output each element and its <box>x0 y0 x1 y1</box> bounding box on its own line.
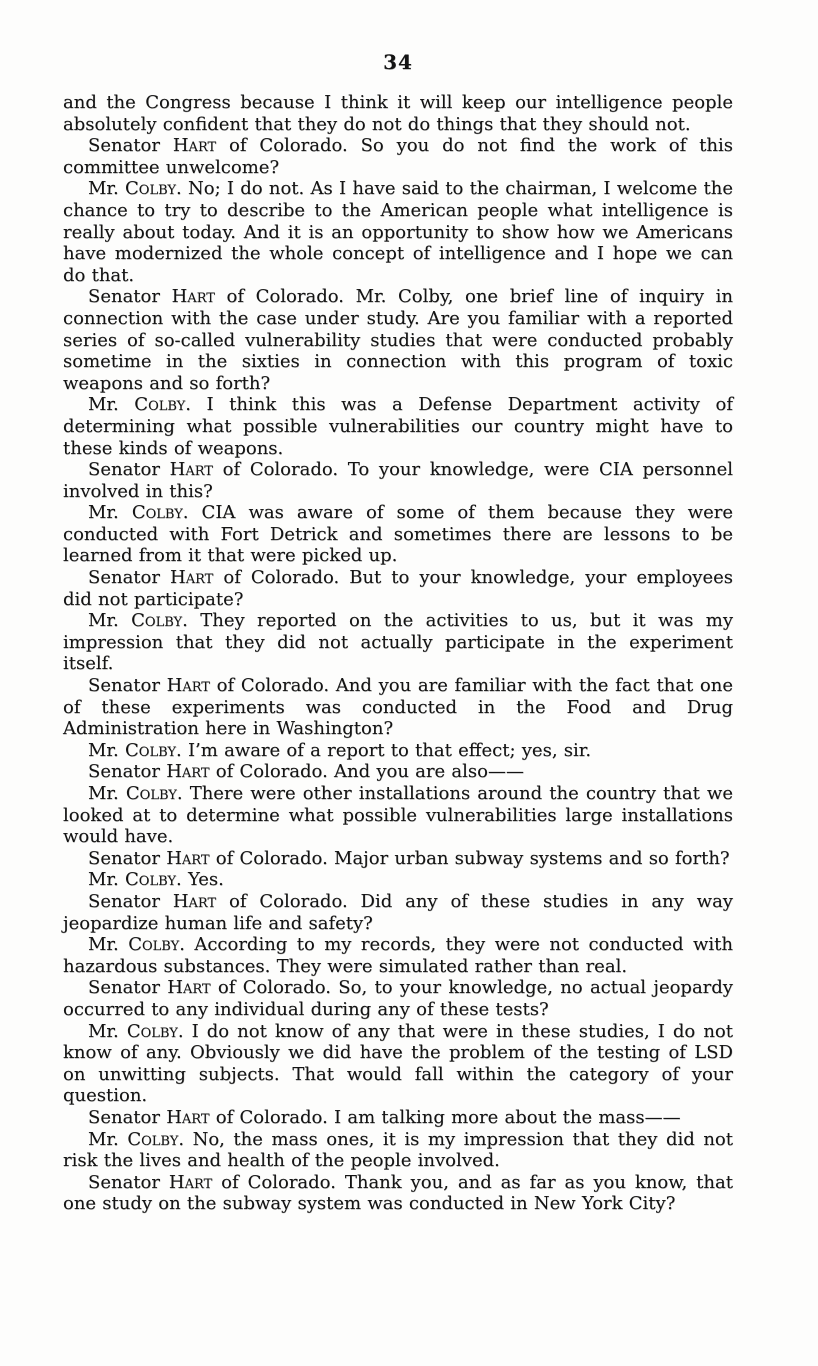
speaker-name: Hart <box>171 286 215 308</box>
transcript-paragraph: Senator Hart of Colorado. So, to your knowledge, no actual jeopardy occurred to any individual during any of these tests? <box>63 977 733 1020</box>
transcript-paragraph: Mr. Colby. I’m aware of a report to that effect; yes, sir. <box>88 739 592 761</box>
speaker-name: Colby <box>131 610 183 632</box>
transcript-body <box>63 92 733 1215</box>
speaker-name: Hart <box>166 1106 210 1128</box>
transcript-paragraph: Mr. Colby. No; I do not. As I have said to the chairman, I welcome the chance to try to describe to the American people what intelligence is really about today. And it is an opportunity to show how we Americans have modernized the whole concept of intelligence and I hope we can do that. <box>63 178 733 286</box>
transcript-paragraph: Senator Hart of Colorado. To your knowledge, were CIA personnel involved in this? <box>63 459 733 502</box>
transcript-paragraph: Mr. Colby. According to my records, they were not conducted with hazardous substances. They were simulated rather than real. <box>63 934 733 977</box>
transcript-paragraph: Mr. Colby. CIA was aware of some of them because they were conducted with Fort Detrick and sometimes there are lessons to be learned from it that were picked up. <box>63 502 733 567</box>
transcript-paragraph: Mr. Colby. Yes. <box>88 869 224 891</box>
transcript-paragraph: Senator Hart of Colorado. I am talking more about the mass—— <box>88 1106 681 1128</box>
speaker-name: Colby <box>128 934 180 956</box>
transcript-paragraph: Senator Hart of Colorado. But to your knowledge, your employees did not participate? <box>63 567 733 610</box>
speaker-name: Hart <box>168 1171 213 1193</box>
transcript-paragraph: Senator Hart of Colorado. Thank you, and as far as you know, that one study on the subway system was conducted in New York City? <box>63 1171 733 1215</box>
speaker-name: Hart <box>166 675 210 697</box>
speaker-name: Hart <box>169 459 213 481</box>
speaker-name: Hart <box>170 567 214 589</box>
speaker-name: Hart <box>172 135 217 157</box>
transcript-paragraph: Senator Hart of Colorado. Mr. Colby, one brief line of inquiry in connection with the case under study. Are you familiar with a reported series of so-called vulnerability studies that were conducted probably sometime in the sixties in connection with this program of toxic weapons and so forth? <box>63 286 733 394</box>
speaker-name: Colby <box>126 1020 178 1042</box>
transcript-paragraph: Senator Hart of Colorado. So you do not find the work of this committee unwelcome? <box>63 135 733 178</box>
transcript-paragraph: Senator Hart of Colorado. Major urban subway systems and so forth? <box>88 847 730 869</box>
transcript-paragraph: and the Congress because I think it will keep our intelligence people absolutely confident that they do not do things that they should not. <box>63 92 733 135</box>
transcript-paragraph: Mr. Colby. I think this was a Defense Department activity of determining what possible vulnerabilities our country might have to these kinds of weapons. <box>63 394 733 459</box>
transcript-paragraph: Mr. Colby. I do not know of any that were in these studies, I do not know of any. Obviously we did have the problem of the testing of LSD on unwitting subjects. That would fall within the category of your question. <box>63 1020 733 1107</box>
transcript-paragraph: Mr. Colby. No, the mass ones, it is my impression that they did not risk the lives and health of the people involved. <box>63 1128 733 1172</box>
speaker-name: Colby <box>125 869 176 891</box>
transcript-paragraph: Mr. Colby. There were other installations around the country that we looked at to determine what possible vulnerabilities large installations would have. <box>63 783 733 848</box>
speaker-name: Colby <box>131 502 183 524</box>
speaker-name: Colby <box>125 178 177 200</box>
speaker-name: Hart <box>166 847 210 869</box>
transcript-paragraph: Senator Hart of Colorado. And you are also—— <box>88 761 524 783</box>
speaker-name: Colby <box>125 739 176 761</box>
speaker-name: Colby <box>134 394 186 416</box>
transcript-paragraph: Senator Hart of Colorado. And you are familiar with the fact that one of these experiments was conducted in the Food and Drug Administration here in Washington? <box>63 675 733 740</box>
speaker-name: Hart <box>166 761 210 783</box>
transcript-paragraph: Mr. Colby. They reported on the activities to us, but it was my impression that they did not actually participate in the experiment itself. <box>63 610 733 675</box>
speaker-name: Colby <box>125 783 177 804</box>
speaker-name: Hart <box>172 890 217 912</box>
speaker-name: Hart <box>167 977 211 999</box>
transcript-paragraph: Senator Hart of Colorado. Did any of these studies in any way jeopardize human life and safety? <box>63 890 733 934</box>
page-number: 34 <box>383 50 413 74</box>
speaker-name: Colby <box>127 1128 179 1150</box>
